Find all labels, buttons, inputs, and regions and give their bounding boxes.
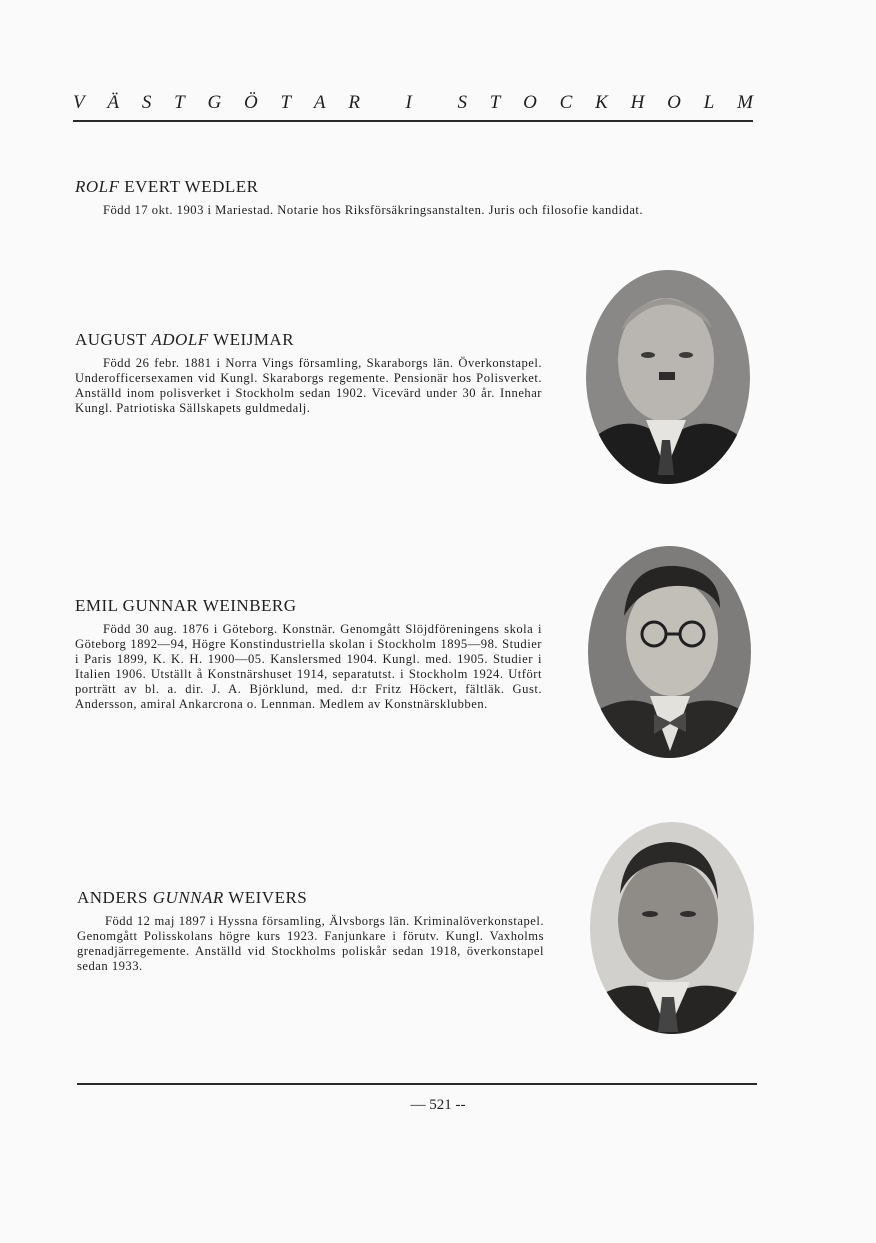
person-bio: Född 26 febr. 1881 i Norra Vings församling, Skaraborgs län. Överkonstapel. Underofficersexamen vid Kungl. Skaraborgs regemente. Pensionär hos Polisverket. Anställd inom polisverket i Stockholm sedan 1902. Vicevärd under 30 år. Innehar Kungl. Patriotiska Sällskapets guldmedalj. xyxy=(75,356,542,415)
portrait-image xyxy=(586,270,750,484)
header-letter: R xyxy=(348,92,360,113)
person-name xyxy=(75,330,542,350)
header-letter: S xyxy=(457,92,467,113)
person-bio: Född 12 maj 1897 i Hyssna församling, Älvsborgs län. Kriminalöverkonstapel. Genomgått Polisskolans högre kurs 1923. Fanjunkare i förutv. Kungl. Vaxholms grenadjärregemente. Anställd vid Stockholms poliskår sedan 1918, överkonstapel sedan 1933. xyxy=(77,914,544,973)
header-letter: S xyxy=(141,92,152,113)
running-header xyxy=(73,92,753,114)
name-italic: GUNNAR xyxy=(152,888,224,907)
portrait-image xyxy=(590,822,754,1034)
footer-rule xyxy=(77,1083,757,1085)
name-rest: WEIVERS xyxy=(223,888,308,907)
person-bio: Född 17 okt. 1903 i Mariestad. Notarie hos Riksförsäkringsanstalten. Juris och filosofie kandidat. xyxy=(103,203,644,217)
name-rest: WEIJMAR xyxy=(208,330,295,349)
header-letter: K xyxy=(595,92,608,113)
name-pre: AUGUST xyxy=(75,330,152,349)
header-letter: G xyxy=(207,92,222,113)
portrait-image xyxy=(588,546,751,758)
name-italic: ADOLF xyxy=(151,330,209,349)
header-letter: O xyxy=(667,92,681,113)
name-italic: ROLF xyxy=(75,177,120,196)
biography-entry xyxy=(75,330,542,416)
biography-entry xyxy=(75,596,542,711)
header-letter: V xyxy=(73,92,85,113)
portrait-photo xyxy=(590,822,754,1034)
portrait-photo xyxy=(586,270,750,484)
header-letter: T xyxy=(489,92,501,113)
portrait-photo xyxy=(588,546,751,758)
biography-entry xyxy=(77,888,544,974)
header-letter: O xyxy=(523,92,537,113)
header-letter: Ä xyxy=(107,92,120,113)
header-letter: C xyxy=(559,92,573,113)
header-letter: T xyxy=(174,92,185,113)
name-pre: ANDERS xyxy=(77,888,153,907)
header-letter: M xyxy=(737,92,753,113)
name-rest: EVERT WEDLER xyxy=(119,177,259,196)
header-letter: H xyxy=(630,92,645,113)
page-number: — 521 -- xyxy=(410,1097,466,1113)
person-name: EMIL GUNNAR WEINBERG xyxy=(75,596,297,615)
header-letter: Ö xyxy=(244,92,258,113)
header-letter: I xyxy=(405,92,412,113)
person-name xyxy=(77,888,544,908)
header-letter: T xyxy=(280,92,292,113)
biography-entry xyxy=(75,177,755,218)
header-rule xyxy=(73,120,753,122)
header-letter: A xyxy=(313,92,326,113)
person-name xyxy=(75,177,755,197)
person-bio: Född 30 aug. 1876 i Göteborg. Konstnär. Genomgått Slöjdföreningens skola i Göteborg 1892—94, Högre Konstindustriella skolan i Stockholm 1895—98. Studier i Paris 1899, K. K. H. 1900—05. Kanslersmed 1904. Kungl. med. 1905. Studier i Italien 1906. Utställt å Konstnärshuset 1914, separatutst. i Stockholm 1924. Utfört porträtt av bl. a. dir. J. A. Björklund, med. d:r Fritz Höckert, fältläk. Gust. Andersson, amiral Ankarcrona o. Lennman. Medlem av Konstnärsklubben. xyxy=(75,622,542,711)
header-letter: L xyxy=(703,92,715,113)
